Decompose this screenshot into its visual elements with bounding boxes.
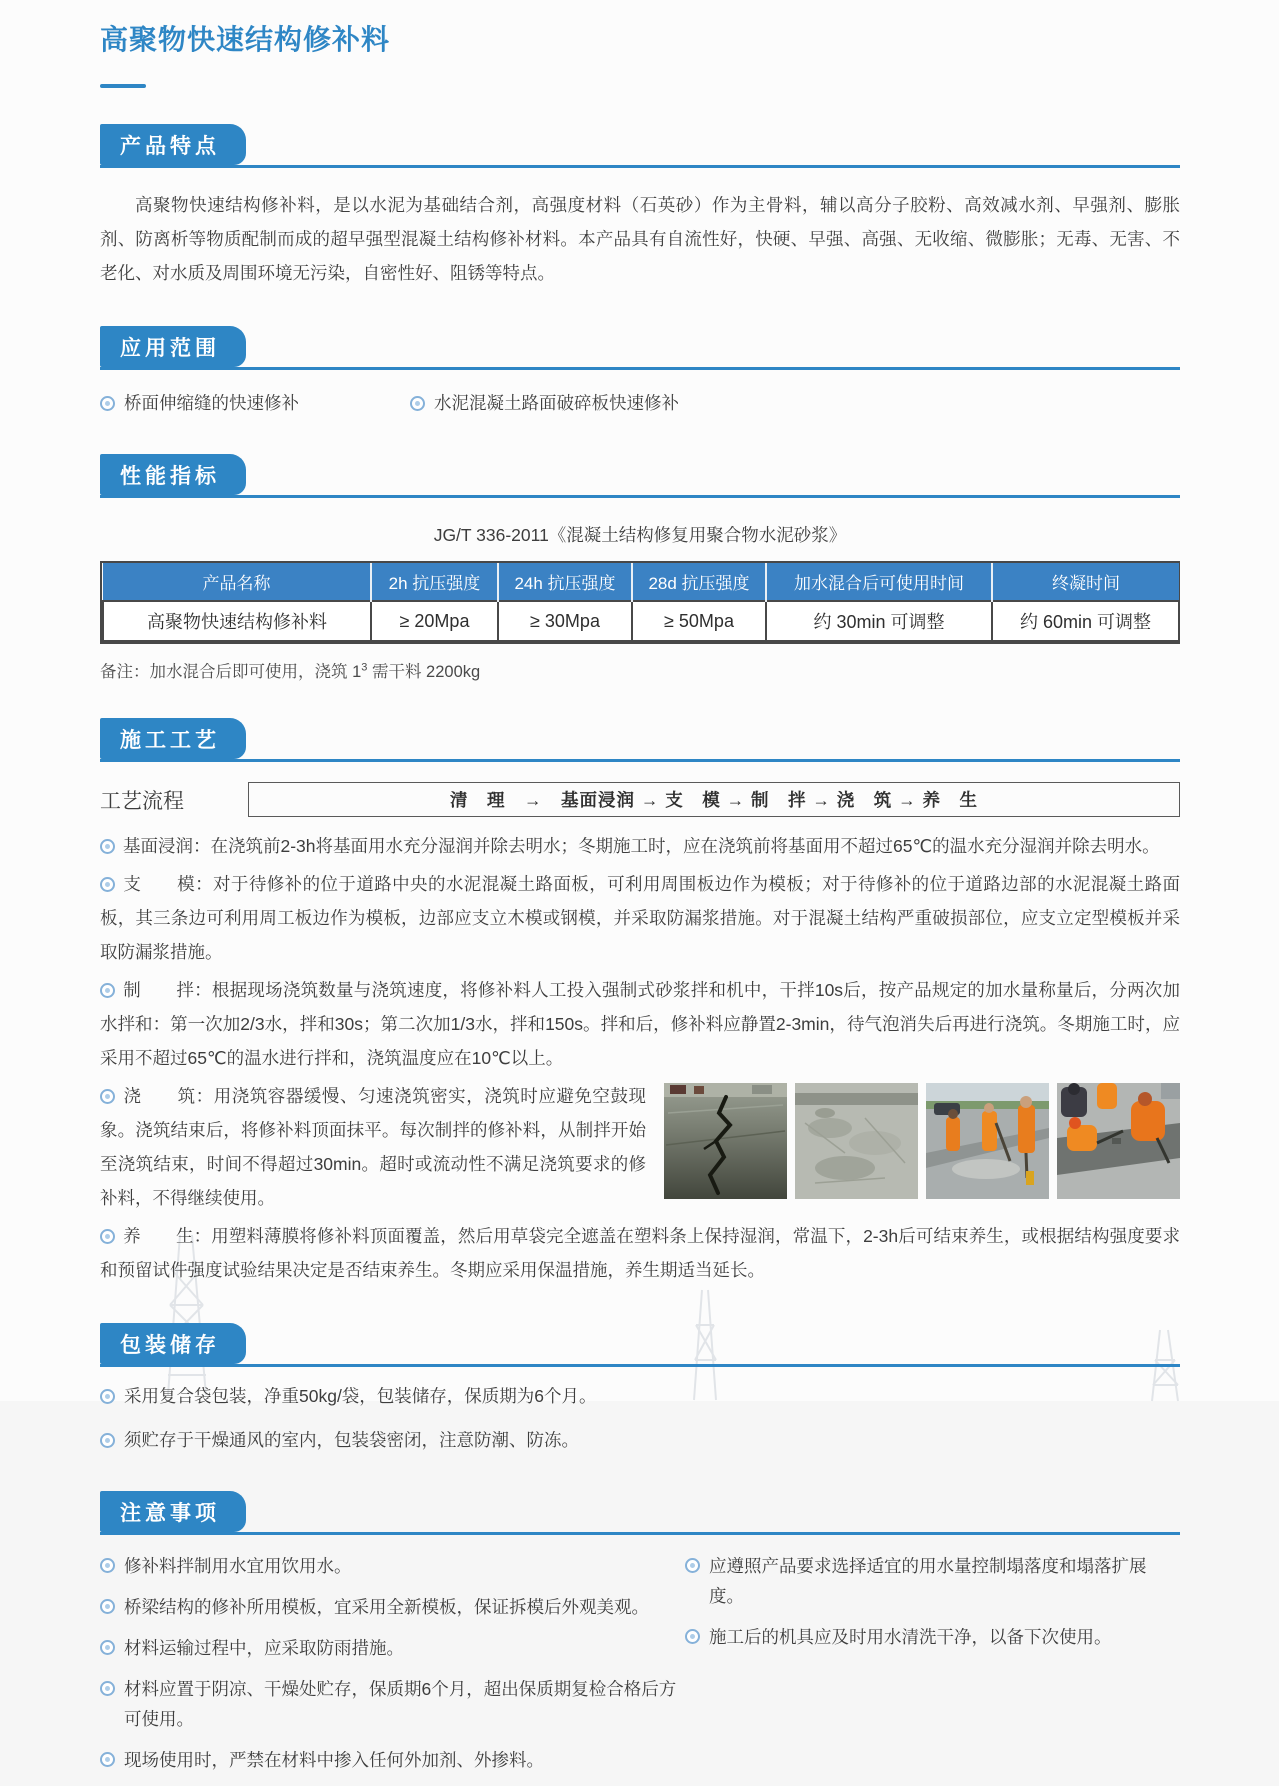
standard-reference: JG/T 336-2011《混凝土结构修复用聚合物水泥砂浆》 [433, 525, 847, 545]
section-header-applications [100, 326, 1180, 370]
section-tab-applications: 应用范围 [100, 326, 246, 367]
table-cell: ≥ 50Mpa [632, 601, 766, 641]
photo-cracked-pavement [664, 1083, 787, 1199]
bullet-circle-icon [410, 396, 425, 411]
process-step [100, 973, 1180, 1075]
table-cell: 高聚物快速结构修补料 [103, 601, 371, 641]
process-step [100, 829, 1180, 863]
table-header-cell: 加水混合后可使用时间 [766, 563, 992, 601]
process-step-text: 制 拌：根据现场浇筑数量与浇筑速度，将修补料人工投入强制式砂浆拌和机中，干拌10s后，按产品规定的加水量称量后，分两次加水拌和：第一次加2/3水，拌和30s；第二次加1/3水，拌和150s。拌和后，修补料应静置2-3min，待气泡消失后再进行浇筑。冬期施工时，应采用不超过65℃的温水进行拌和，浇筑温度应在10℃以上。 [100, 980, 1180, 1068]
applications-list [100, 388, 1180, 418]
list-item [685, 1622, 1180, 1652]
list-item [100, 388, 410, 418]
note-item-label: 应遵照产品要求选择适宜的用水量控制塌落度和塌落扩展度。 [709, 1556, 1147, 1606]
bullet-circle-icon [685, 1629, 700, 1644]
list-item [100, 1551, 685, 1581]
packaging-list [100, 1381, 1180, 1455]
bullet-circle-icon [685, 1558, 700, 1573]
note-item-label: 修补料拌制用水宜用饮用水。 [124, 1556, 352, 1576]
bullet-circle-icon [100, 877, 115, 892]
bullet-circle-icon [100, 396, 115, 411]
table-note [100, 658, 1180, 682]
title-underline-dash [100, 84, 146, 88]
table-cell: ≥ 20Mpa [371, 601, 498, 641]
process-flow-row [100, 782, 1180, 817]
table-row [103, 601, 1179, 641]
table-header-row [103, 563, 1179, 601]
list-item [685, 1551, 1180, 1611]
process-step-text: 浇 筑：用浇筑容器缓慢、匀速浇筑密实，浇筑时应避免空鼓现象。浇筑结束后，将修补料顶面抹平。每次制拌的修补料，从制拌开始至浇筑结束，时间不得超过30min。超时或流动性不满足浇筑要求的修补料，不得继续使用。 [100, 1086, 646, 1208]
section-tab-performance: 性能指标 [100, 454, 246, 495]
packaging-item-label: 须贮存于干燥通风的室内，包装袋密闭，注意防潮、防冻。 [124, 1430, 579, 1450]
table-header-cell: 终凝时间 [992, 563, 1179, 601]
packaging-item-label: 采用复合袋包装，净重50kg/袋，包装储存，保质期为6个月。 [124, 1386, 597, 1406]
features-paragraph: 高聚物快速结构修补料，是以水泥为基础结合剂，高强度材料（石英砂）作为主骨料，辅以高分子胶粉、高效减水剂、早强剂、膨胀剂、防离析等物质配制而成的超早强型混凝土结构修补材料。本产品具有自流性好，快硬、早强、高强、无收缩、微膨胀；无毒、无害、不老化、对水质及周围环境无污染，自密性好、阻锈等特点。 [100, 195, 1180, 283]
list-item [410, 388, 679, 418]
process-steps [100, 829, 1180, 1287]
section-tab-process: 施工工艺 [100, 718, 246, 759]
bullet-circle-icon [100, 1752, 115, 1767]
section-header-performance [100, 454, 1180, 498]
notes-column-left [100, 1551, 685, 1786]
section-tab-packaging: 包装储存 [100, 1323, 246, 1364]
page-title: 高聚物快速结构修补料 [100, 24, 391, 55]
table-header-cell: 28d 抗压强度 [632, 563, 766, 601]
bullet-circle-icon [100, 1089, 115, 1104]
list-item [100, 1381, 1180, 1411]
application-item-label: 水泥混凝土路面破碎板快速修补 [434, 393, 679, 413]
section-header-notes [100, 1491, 1180, 1535]
table-header-cell: 2h 抗压强度 [371, 563, 498, 601]
performance-table [102, 563, 1180, 642]
flow-sequence-box: 清 理 → 基面浸润 → 支 模 → 制 拌 → 浇 筑 → 养 生 [248, 782, 1180, 817]
process-step [100, 1219, 1180, 1287]
table-note-suffix: 需干料 2200kg [367, 663, 481, 681]
photo-workers-patching [1057, 1083, 1180, 1199]
performance-table-wrap [100, 561, 1180, 644]
list-item [100, 1425, 1180, 1455]
process-step [100, 867, 1180, 969]
bullet-circle-icon [100, 1389, 115, 1404]
section-header-process [100, 718, 1180, 762]
section-tab-notes: 注意事项 [100, 1491, 246, 1532]
notes-column-right [685, 1551, 1180, 1786]
bullet-circle-icon [100, 1229, 115, 1244]
note-item-label: 施工后的机具应及时用水清洗干净，以备下次使用。 [709, 1627, 1112, 1647]
bullet-circle-icon [100, 1599, 115, 1614]
photo-spalled-concrete [795, 1083, 918, 1199]
table-header-cell: 24h 抗压强度 [498, 563, 632, 601]
table-note-text: 备注：加水混合后即可使用，浇筑 1 [100, 663, 362, 681]
table-cell: 约 60min 可调整 [992, 601, 1179, 641]
bullet-circle-icon [100, 1681, 115, 1696]
bullet-circle-icon [100, 1433, 115, 1448]
application-item-label: 桥面伸缩缝的快速修补 [124, 393, 299, 413]
process-step-text: 基面浸润：在浇筑前2-3h将基面用水充分湿润并除去明水；冬期施工时，应在浇筑前将基面用不超过65℃的温水充分湿润并除去明水。 [123, 836, 1160, 856]
list-item [100, 1674, 685, 1734]
list-item [100, 1592, 685, 1622]
bullet-circle-icon [100, 983, 115, 998]
site-photos-strip [664, 1083, 1180, 1199]
bullet-circle-icon [100, 839, 115, 854]
flow-label: 工艺流程 [100, 789, 184, 813]
process-step-text: 支 模：对于待修补的位于道路中央的水泥混凝土路面板，可利用周围板边作为模板；对于待修补的位于道路边部的水泥混凝土路面板，其三条边可利用周工板边作为模板，边部应支立木模或钢模，并采取防漏浆措施。对于混凝土结构严重破损部位，应支立定型模板并采取防漏浆措施。 [100, 874, 1180, 962]
process-step-with-photos [100, 1079, 1180, 1215]
table-cell: ≥ 30Mpa [498, 601, 632, 641]
note-item-label: 材料运输过程中，应采取防雨措施。 [124, 1638, 404, 1658]
process-step-text: 养 生：用塑料薄膜将修补料顶面覆盖，然后用草袋完全遮盖在塑料条上保持湿润，常温下，2-3h后可结束养生，或根据结构强度要求和预留试件强度试验结果决定是否结束养生。冬期应采用保温措施，养生期适当延长。 [100, 1226, 1180, 1280]
section-header-features [100, 124, 1180, 168]
table-header-cell: 产品名称 [103, 563, 371, 601]
section-tab-features: 产品特点 [100, 124, 246, 165]
list-item [100, 1633, 685, 1663]
section-header-packaging [100, 1323, 1180, 1367]
note-item-label: 桥梁结构的修补所用模板，宜采用全新模板，保证拆模后外观美观。 [124, 1597, 649, 1617]
note-item-label: 现场使用时，严禁在材料中掺入任何外加剂、外掺料。 [124, 1750, 544, 1770]
photo-workers-joint-repair [926, 1083, 1049, 1199]
table-note-superscript: 3 [361, 661, 368, 674]
table-cell: 约 30min 可调整 [766, 601, 992, 641]
list-item [100, 1745, 685, 1775]
notes-columns [100, 1551, 1180, 1786]
bullet-circle-icon [100, 1640, 115, 1655]
bullet-circle-icon [100, 1558, 115, 1573]
note-item-label: 材料应置于阴凉、干燥处贮存，保质期6个月，超出保质期复检合格后方可使用。 [124, 1679, 677, 1729]
